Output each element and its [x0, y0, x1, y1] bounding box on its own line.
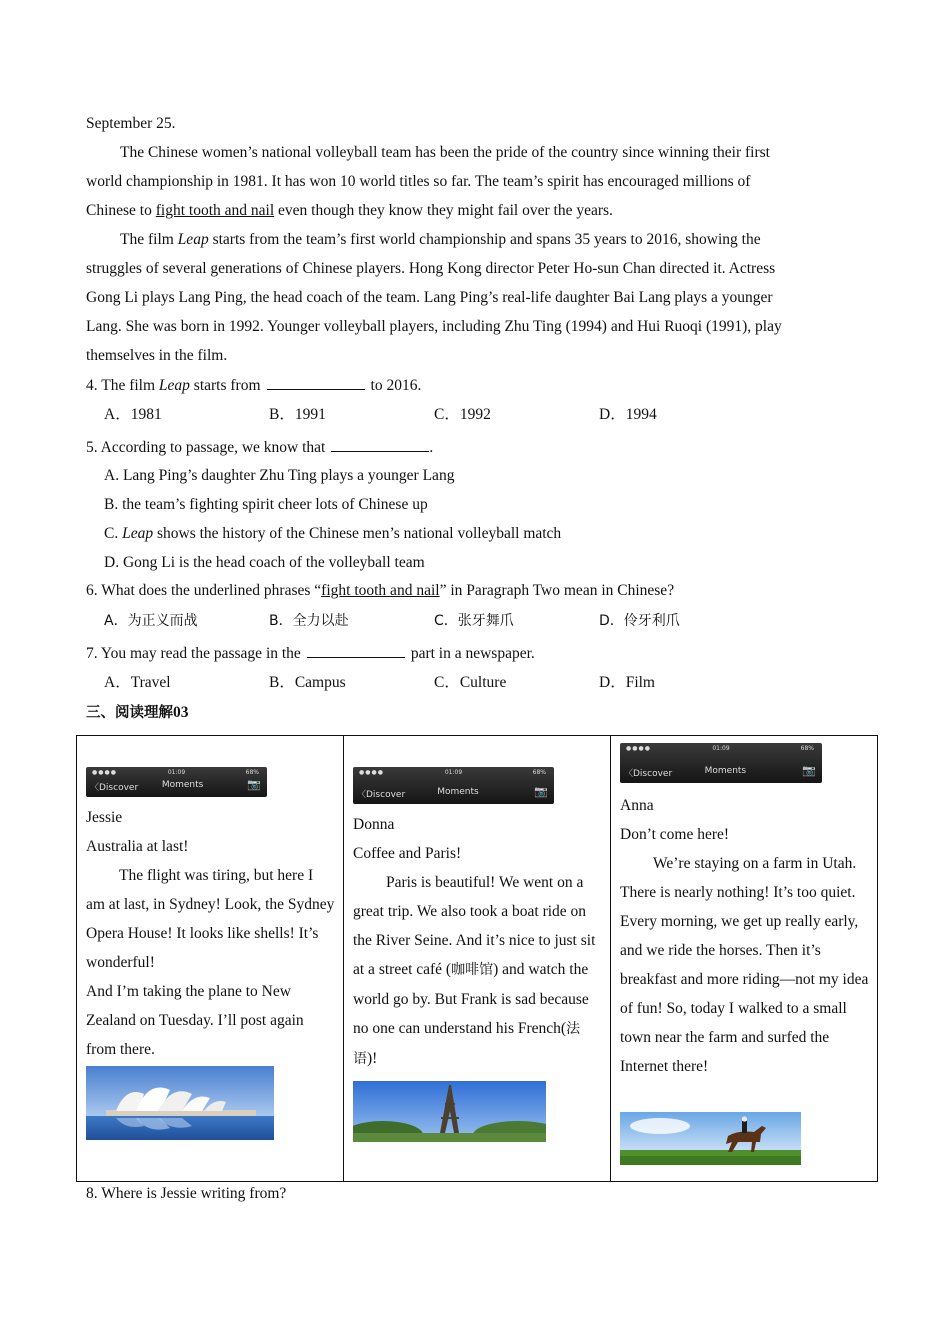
option-c[interactable]: C．张牙舞爪 [434, 613, 514, 629]
moments-title: Moments [437, 787, 479, 797]
passage-line: Gong Li plays Lang Ping, the head coach of the team. Lang Ping’s real-life daughter Bai Lang plays a younger [86, 289, 773, 306]
option-b[interactable]: B．全力以赴 [269, 613, 349, 629]
underlined-phrase: fight tooth and nail [155, 202, 275, 219]
post-title: Don’t come here! [620, 826, 730, 843]
camera-icon[interactable]: 📷 [247, 778, 261, 791]
text: C. [104, 525, 123, 542]
passage-line: struggles of several generations of Chinese players. Hong Kong director Peter Ho-sun Chan directed it. Actress [86, 260, 776, 277]
text: starts from [189, 377, 261, 394]
option-d[interactable]: D．1994 [599, 406, 657, 423]
answer-blank[interactable] [267, 375, 365, 390]
post-body: And I’m taking the plane to New Zealand on Tuesday. I’ll post again from there. [86, 983, 304, 1058]
answer-blank[interactable] [331, 437, 429, 452]
post-text [86, 803, 335, 1064]
question-4 [86, 375, 421, 396]
option-a[interactable]: A．Travel [104, 674, 171, 691]
question-8: 8. Where is Jessie writing from? [86, 1185, 287, 1202]
post-body [353, 868, 602, 1074]
underlined-phrase: fight tooth and nail [321, 582, 440, 599]
option-c[interactable]: C．Culture [434, 674, 507, 691]
post-body: The flight was tiring, but here I am at last, in Sydney! Look, the Sydney Opera House! It looks like shells! It’s wonderful! [86, 867, 335, 971]
text: Chinese to [86, 202, 156, 219]
option-b[interactable]: B．Campus [269, 674, 346, 691]
post-author: Donna [353, 816, 395, 833]
text: . [429, 439, 434, 456]
post-title: Australia at last! [86, 838, 189, 855]
clock: 01:09 [167, 769, 186, 776]
option-a[interactable]: A．1981 [104, 406, 162, 423]
post-text [620, 791, 869, 1081]
phone-header [353, 767, 554, 804]
text: ) and watch the world go by. But Frank is sad because no one can understand his French( [353, 961, 589, 1037]
post-author: Anna [620, 797, 654, 814]
option-d[interactable]: D. Gong Li is the head coach of the volleyball team [104, 554, 425, 571]
option-a[interactable]: A. Lang Ping’s daughter Zhu Ting plays a younger Lang [104, 467, 455, 484]
phone-header [86, 767, 267, 797]
text: ” in Paragraph Two mean in Chinese? [439, 582, 675, 599]
posts-table [76, 735, 878, 1182]
post-card-anna [611, 736, 878, 1182]
horse-riding-photo [620, 1112, 801, 1165]
battery: 68% [800, 745, 814, 752]
text: shows the history of the Chinese men’s national volleyball match [153, 525, 562, 542]
text: to 2016. [370, 377, 422, 394]
option-a[interactable]: A．为正义而战 [104, 613, 198, 629]
phone-header [620, 743, 822, 783]
question-7 [86, 643, 535, 664]
post-title: Coffee and Paris! [353, 845, 462, 862]
battery: 68% [532, 769, 546, 776]
signal-icon: ●●●● [92, 769, 117, 776]
option-c[interactable]: C．1992 [434, 406, 491, 423]
section-heading [86, 703, 189, 723]
question-6 [86, 581, 674, 601]
text: 5. According to passage, we know that [86, 439, 326, 456]
clock: 01:09 [712, 745, 730, 752]
post-author: Jessie [86, 809, 123, 826]
passage-line: September 25. [86, 115, 176, 132]
answer-blank[interactable] [307, 643, 405, 658]
back-button[interactable]: 〈Discover [357, 790, 406, 800]
passage-line: themselves in the film. [86, 347, 228, 364]
text: 7. You may read the passage in the [86, 645, 301, 662]
section-number: 03 [173, 704, 189, 721]
film-title: Leap [122, 525, 154, 542]
text: part in a newspaper. [410, 645, 535, 662]
text: Paris is beautiful! We went on a great trip. We also took a boat ride on the River Seine. And it’s nice to just sit at a street café ( [353, 874, 596, 978]
battery: 68% [245, 769, 259, 776]
passage-line [120, 230, 761, 250]
option-d[interactable]: D．伶牙利爪 [599, 613, 680, 629]
option-b[interactable]: B. the team’s fighting spirit cheer lots of Chinese up [104, 496, 428, 513]
option-b[interactable]: B．1991 [269, 406, 326, 423]
passage-line: Lang. She was born in 1992. Younger volleyball players, including Zhu Ting (1994) and Hui Ruoqi (1991), play [86, 318, 782, 335]
text: even though they know they might fail over the years. [274, 202, 613, 219]
clock: 01:09 [444, 769, 463, 776]
passage-line: world championship in 1981. It has won 10 world titles so far. The team’s spirit has encouraged millions of [86, 173, 751, 190]
option-d[interactable]: D．Film [599, 674, 655, 691]
film-title: Leap [158, 377, 190, 394]
eiffel-tower-photo [353, 1081, 546, 1142]
text: )! [367, 1050, 378, 1067]
film-title: Leap [177, 231, 209, 248]
camera-icon[interactable]: 📷 [534, 785, 548, 798]
post-body: We’re staying on a farm in Utah. There is nearly nothing! It’s too quiet. Every morning, we get up really early, and we ride the horses. Then it’s breakfast and more riding—not my idea of fun! So, today I walked to a small town near the farm and surfed the Internet there! [620, 855, 869, 1075]
moments-title: Moments [161, 780, 204, 790]
moments-title: Moments [704, 766, 747, 776]
back-button[interactable]: 〈Discover [90, 783, 139, 793]
text: 6. What does the underlined phrases “ [86, 582, 322, 599]
chinese-gloss: 法语 [353, 1021, 581, 1067]
sydney-opera-house-photo [86, 1066, 274, 1140]
signal-icon: ●●●● [626, 745, 651, 752]
back-button[interactable]: 〈Discover [624, 769, 673, 779]
camera-icon[interactable]: 📷 [802, 764, 816, 777]
text: 4. The film [86, 377, 159, 394]
chinese-gloss: 咖啡馆 [451, 962, 494, 978]
text: starts from the team’s first world championship and spans 35 years to 2016, showing the [208, 231, 761, 248]
option-c[interactable] [104, 524, 561, 544]
post-card-jessie [77, 736, 344, 1182]
passage-line [86, 201, 613, 221]
post-card-donna [344, 736, 611, 1182]
signal-icon: ●●●● [359, 769, 384, 776]
question-5 [86, 437, 433, 458]
post-text [353, 810, 602, 1074]
passage-line: The Chinese women’s national volleyball team has been the pride of the country since winning their first [120, 144, 770, 161]
section-title: 三、阅读理解 [86, 705, 173, 721]
text: The film [120, 231, 178, 248]
